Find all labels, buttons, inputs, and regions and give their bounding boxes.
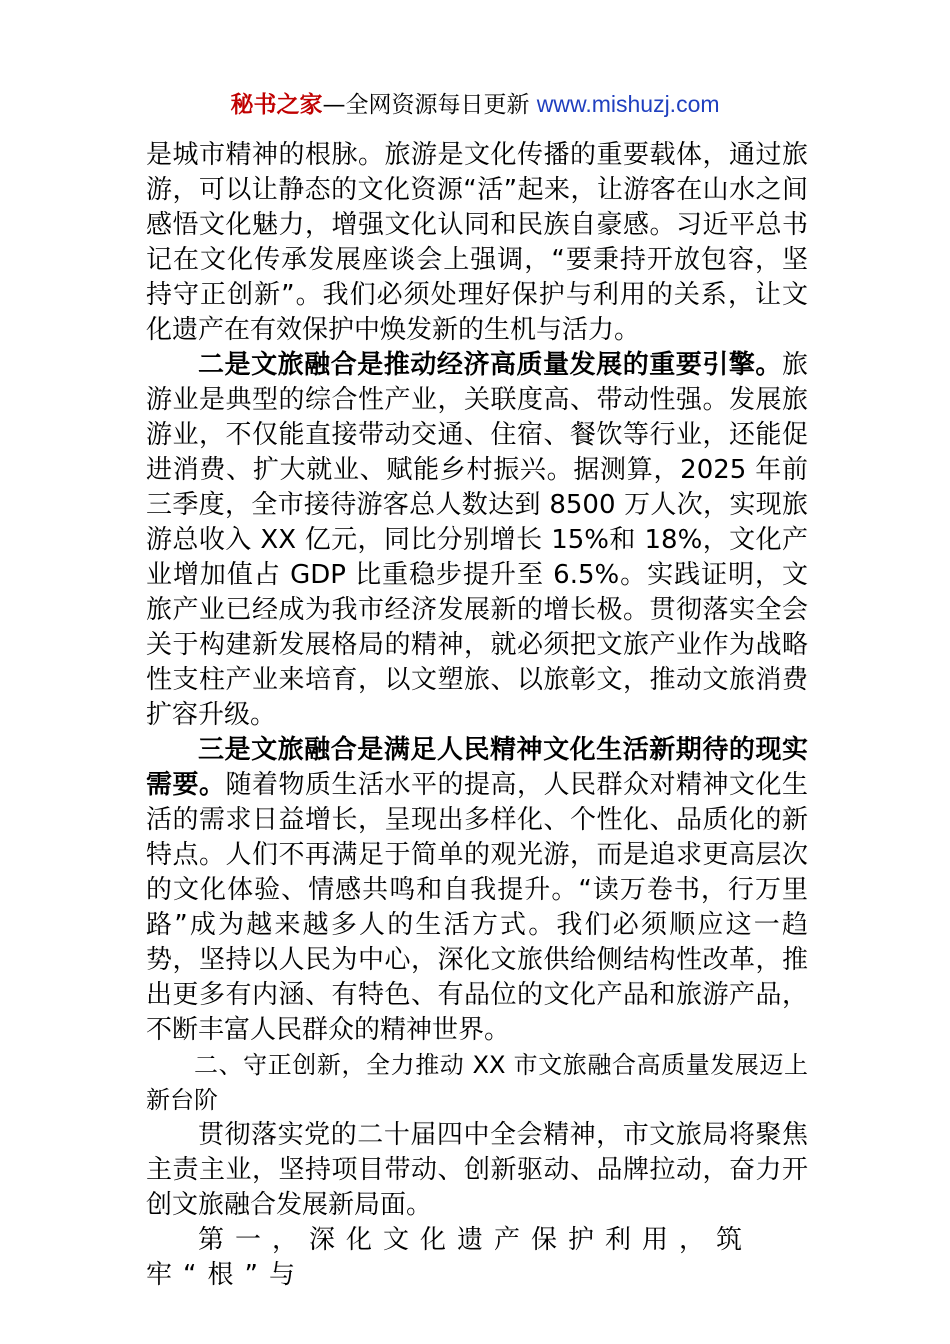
point-three-text: 随着物质生活水平的提高，人民群众对精神文化生活的需求日益增长，呈现出多样化、个性化、品质化的新特点。人们不再满足于简单的观光游，而是追求更高层次的文化体验、情感共鸣和自我提升。“读万卷书，行万里路”成为越来越多人的生活方式。我们必须顺应这一趋势，坚持以人民为中心，深化文旅供给侧结构性改革，推出更多有内涵、有特色、有品位的文化产品和旅游产品，不断丰富人民群众的精神世界。 [146,770,808,1045]
point-two-text: 旅游业是典型的综合性产业，关联度高、带动性强。发展旅游业，不仅能直接带动交通、住宿、餐饮等行业，还能促进消费、扩大就业、赋能乡村振兴。据测算，2025 年前三季度，全市接待游客总人数达到 8500 万人次，实现旅游总收入 XX 亿元，同比分别增长 15%和 18%，文化产业增加值占 GDP 比重稳步提升至 6.5%。实践证明，文旅产业已经成为我市经济发展新的增长极。贯彻落实全会关于构建新发展格局的精神，就必须把文旅产业作为战略性支柱产业来培育，以文塑旅、以旅彰文，推动文旅消费扩容升级。 [146,350,808,730]
site-url-link[interactable]: www.mishuzj.com [536,91,720,117]
document-body [146,138,808,1293]
point-three-heading: 三是文旅融合是满足人民精神文化生活新期待的现实需要。 [146,735,808,800]
paragraph-intro: 贯彻落实党的二十届四中全会精神，市文旅局将聚焦主责主业，坚持项目带动、创新驱动、品牌拉动，奋力开创文旅融合发展新局面。 [146,1120,808,1220]
section-heading: 二、守正创新，全力推动 XX 市文旅融合高质量发展迈上新台阶 [146,1051,808,1114]
paragraph-continued: 是城市精神的根脉。旅游是文化传播的重要载体，通过旅游，可以让静态的文化资源“活”起来，让游客在山水之间感悟文化魅力，增强文化认同和民族自豪感。习近平总书记在文化传承发展座谈会上强调，“要秉持开放包容，坚持守正创新”。我们必须处理好保护与利用的关系，让文化遗产在有效保护中焕发新的生机与活力。 [146,140,808,345]
paragraph-point-two [146,348,808,733]
page-header [0,86,950,123]
point-two-heading: 二是文旅融合是推动经济高质量发展的重要引擎。 [198,350,782,380]
paragraph-point-three [146,733,808,1048]
brand-name: 秘书之家 [230,92,323,118]
paragraph-first-point: 第一，深化文化遗产保护利用，筑牢“根”与 [146,1225,754,1290]
header-tagline: —全网资源每日更新 [322,92,530,118]
